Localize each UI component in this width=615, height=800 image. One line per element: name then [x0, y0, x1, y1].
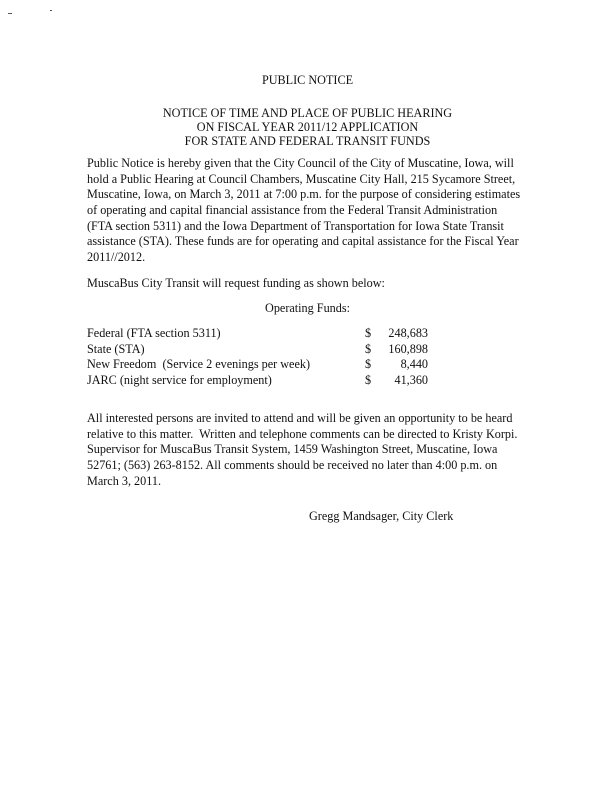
notice-title: PUBLIC NOTICE	[261, 73, 354, 87]
paragraph-line: (FTA section 5311) and the Iowa Department of Transportation for Iowa State Transit	[87, 219, 504, 233]
fund-amount: 41,360	[394, 373, 428, 387]
fund-currency: $	[365, 326, 372, 340]
paragraph-line: Muscatine, Iowa, on March 3, 2011 at 7:00 p.m. for the purpose of considering estimates	[87, 187, 521, 201]
paragraph-line: March 3, 2011.	[87, 474, 162, 488]
fund-row	[87, 342, 432, 356]
fund-currency: $	[365, 357, 372, 371]
paragraph-line: assistance (STA). These funds are for operating and capital assistance for the Fiscal Year	[87, 234, 519, 248]
heading-line: FOR STATE AND FEDERAL TRANSIT FUNDS	[184, 134, 431, 148]
paragraph-line: 2011//2012.	[87, 250, 146, 264]
funding-intro: MuscaBus City Transit will request funding as shown below:	[87, 276, 385, 290]
signature: Gregg Mandsager, City Clerk	[309, 509, 454, 523]
paragraph-line: All interested persons are invited to attend and will be given an opportunity to be heard	[87, 411, 513, 425]
scan-artifact	[8, 13, 12, 14]
funds-heading: Operating Funds:	[265, 301, 350, 315]
fund-label: JARC (night service for employment)	[87, 373, 272, 387]
paragraph-line: relative to this matter. Written and telephone comments can be directed to Kristy Korpi.	[87, 427, 518, 441]
fund-row	[87, 357, 432, 371]
fund-amount: 8,440	[400, 357, 428, 371]
fund-currency: $	[365, 373, 372, 387]
heading-line: NOTICE OF TIME AND PLACE OF PUBLIC HEARING	[162, 106, 453, 120]
fund-label: New Freedom (Service 2 evenings per week)	[87, 357, 311, 371]
fund-currency: $	[365, 342, 372, 356]
paragraph-line: of operating and capital financial assistance from the Federal Transit Administration	[87, 203, 498, 217]
paragraph-line: Public Notice is hereby given that the City Council of the City of Muscatine, Iowa, will	[87, 156, 514, 170]
paragraph-line: hold a Public Hearing at Council Chambers, Muscatine City Hall, 215 Sycamore Street,	[87, 172, 516, 186]
fund-row	[87, 326, 432, 340]
fund-amount: 160,898	[388, 342, 428, 356]
fund-label: State (STA)	[87, 342, 145, 356]
scan-artifact	[50, 10, 52, 11]
fund-row	[87, 373, 432, 387]
paragraph-line: 52761; (563) 263-8152. All comments should be received no later than 4:00 p.m. on	[87, 458, 498, 472]
fund-label: Federal (FTA section 5311)	[87, 326, 221, 340]
paragraph-line: Supervisor for MuscaBus Transit System, 1459 Washington Street, Muscatine, Iowa	[87, 442, 498, 456]
fund-amount: 248,683	[388, 326, 428, 340]
heading-line: ON FISCAL YEAR 2011/12 APPLICATION	[196, 120, 419, 134]
